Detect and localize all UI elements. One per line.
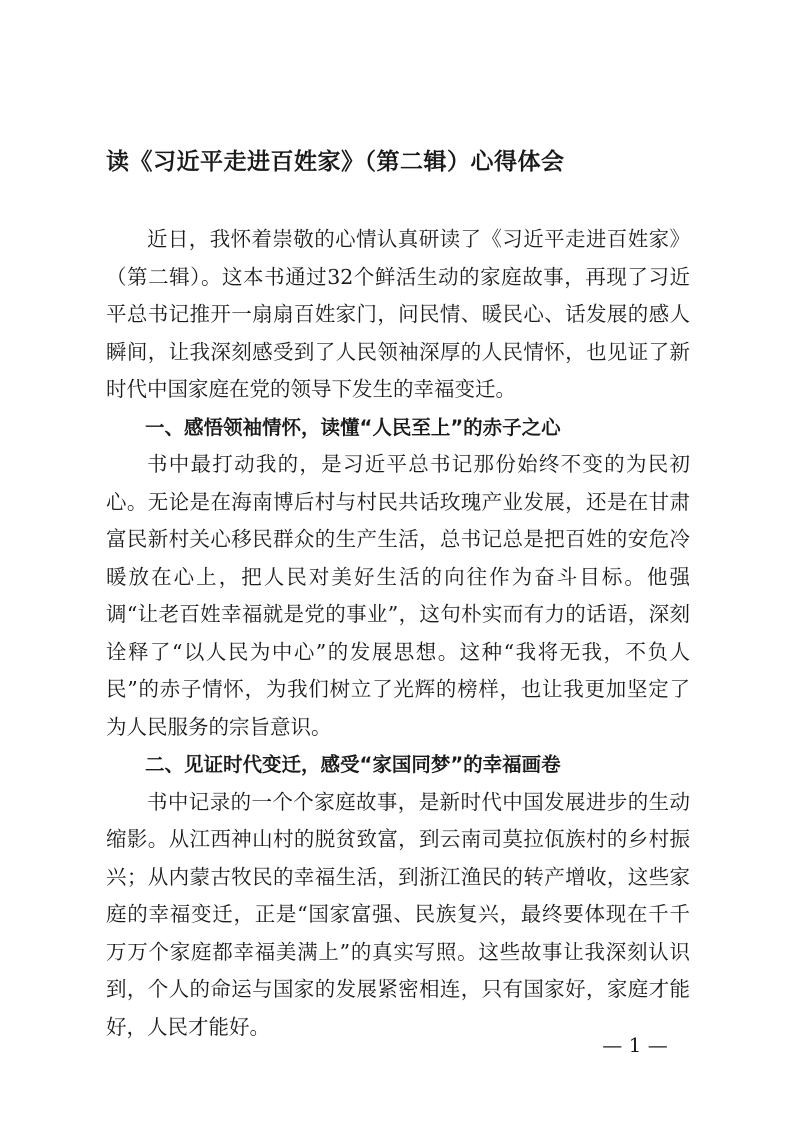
page-number: — 1 —: [602, 1033, 668, 1057]
intro-paragraph: 近日，我怀着崇敬的心情认真研读了《习近平走进百姓家》（第二辑）。这本书通过32个鲜活生动的家庭故事，再现了习近平总书记推开一扇扇百姓家门，问民情、暖民心、话发展的感人瞬间，让我深刻感受到了人民领袖深厚的人民情怀，也见证了新时代中国家庭在党的领导下发生的幸福变迁。: [106, 227, 690, 401]
section-heading-2: 二、见证时代变迁，感受“家国同梦”的幸福画卷: [145, 753, 561, 776]
document-title: 读《习近平走进百姓家》（第二辑）心得体会: [106, 149, 565, 175]
section-heading-1: 一、感悟领袖情怀，读懂“人民至上”的赤子之心: [145, 415, 561, 439]
document-body: [106, 221, 690, 1046]
section-paragraph-2: 书中记录的一个个家庭故事，是新时代中国发展进步的生动缩影。从江西神山村的脱贫致富，到云南司莫拉佤族村的乡村振兴；从内蒙古牧民的幸福生活，到浙江渔民的转产增收，这些家庭的幸福变迁，正是“国家富强、民族复兴，最终要体现在千千万万个家庭都幸福美满上”的真实写照。这些故事让我深刻认识到，个人的命运与国家的发展紧密相连，只有国家好，家庭才能好，人民才能好。: [106, 789, 690, 1039]
section-paragraph-1: 书中最打动我的，是习近平总书记那份始终不变的为民初心。无论是在海南博后村与村民共话玫瑰产业发展，还是在甘肃富民新村关心移民群众的生产生活，总书记总是把百姓的安危冷暖放在心上，把人民对美好生活的向往作为奋斗目标。他强调“让老百姓幸福就是党的事业”，这句朴实而有力的话语，深刻诠释了“以人民为中心”的发展思想。这种“我将无我，不负人民”的赤子情怀，为我们树立了光辉的榜样，也让我更加坚定了为人民服务的宗旨意识。: [106, 452, 690, 739]
